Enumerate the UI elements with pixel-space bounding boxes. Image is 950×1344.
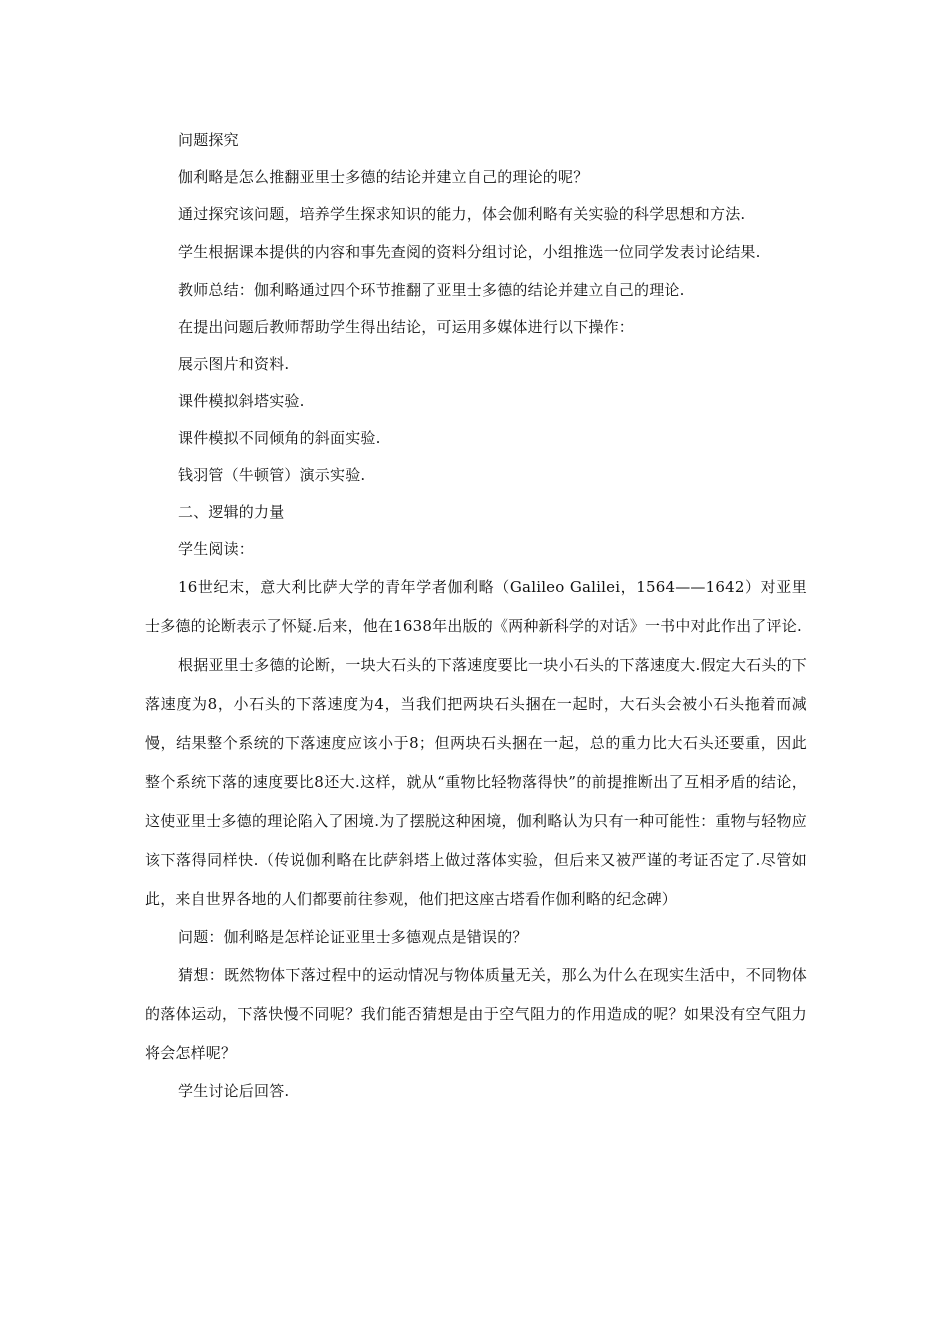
teacher-summary-paragraph: 教师总结：伽利略通过四个环节推翻了亚里士多德的结论并建立自己的理论. [178, 281, 685, 299]
hypothesis-paragraph: 猜想：既然物体下落过程中的运动情况与物体质量无关，那么为什么在现实生活中，不同物体的落体运动，下落快慢不同呢？我们能否猜想是由于空气阻力的作用造成的呢？如果没有空气阻力将会怎样呢？ [145, 966, 807, 1062]
list-item-images: 展示图片和资料. [178, 355, 290, 373]
discussion-paragraph: 学生根据课本提供的内容和事先查阅的资料分组讨论，小组推选一位同学发表讨论结果. [178, 243, 761, 261]
multimedia-intro-paragraph: 在提出问题后教师帮助学生得出结论，可运用多媒体进行以下操作： [178, 318, 635, 336]
galileo-history-paragraph: 16世纪末，意大利比萨大学的青年学者伽利略（Galileo Galilei，1564——1642）对亚里士多德的论断表示了怀疑.后来，他在1638年出版的《两种新科学的对话》一书中对此作出了评论. [145, 578, 807, 635]
question-argument-paragraph: 问题：伽利略是怎样论证亚里士多德观点是错误的？ [178, 928, 528, 946]
student-answer-paragraph: 学生讨论后回答. [178, 1082, 290, 1100]
document-body [145, 122, 807, 1110]
list-item-incline-experiment: 课件模拟不同倾角的斜面实验. [178, 429, 381, 447]
list-item-tube-demo: 钱羽管（牛顿管）演示实验. [178, 466, 366, 484]
section-heading-logic: 二、逻辑的力量 [178, 503, 285, 521]
argument-paragraph: 根据亚里士多德的论断，一块大石头的下落速度要比一块小石头的下落速度大.假定大石头的下落速度为8，小石头的下落速度为4，当我们把两块石头捆在一起时，大石头会被小石头拖着而减慢，结果整个系统的下落速度应该小于8；但两块石头捆在一起，总的重力比大石头还要重，因此整个系统下落的速度要比8还大.这样，就从“重物比轻物落得快”的前提推断出了互相矛盾的结论，这使亚里士多德的理论陷入了困境.为了摆脱这种困境，伽利略认为只有一种可能性：重物与轻物应该下落得同样快.（传说伽利略在比萨斜塔上做过落体实验，但后来又被严谨的考证否定了.尽管如此，来自世界各地的人们都要前往参观，他们把这座古塔看作伽利略的纪念碑） [145, 656, 807, 908]
goal-paragraph: 通过探究该问题，培养学生探求知识的能力，体会伽利略有关实验的科学思想和方法. [178, 205, 746, 223]
section-heading-inquiry: 问题探究 [178, 131, 239, 149]
question-paragraph: 伽利略是怎么推翻亚里士多德的结论并建立自己的理论的呢？ [178, 168, 589, 186]
list-item-tower-experiment: 课件模拟斜塔实验. [178, 392, 305, 410]
reading-label: 学生阅读： [178, 540, 255, 558]
